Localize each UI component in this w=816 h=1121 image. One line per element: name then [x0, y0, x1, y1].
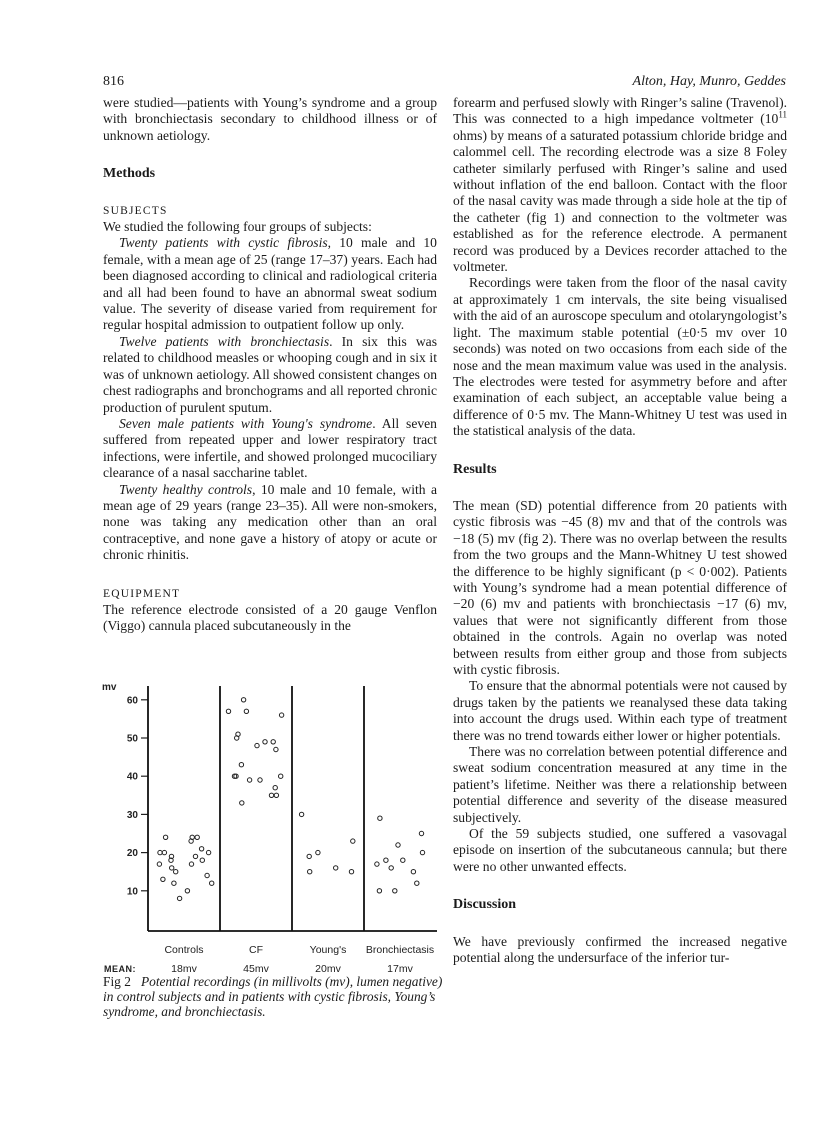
- running-head: Alton, Hay, Munro, Geddes: [632, 74, 786, 89]
- scatter-plot: [100, 672, 445, 972]
- data-point: [279, 713, 283, 717]
- discussion-heading: Discussion: [453, 897, 517, 913]
- data-point: [193, 854, 197, 858]
- subjects-lead: We studied the following four groups of subjects:: [103, 219, 372, 235]
- data-point: [375, 862, 379, 866]
- data-point: [419, 831, 423, 835]
- data-point: [161, 877, 165, 881]
- data-point: [226, 709, 230, 713]
- category-label: Young's: [309, 944, 347, 956]
- data-point: [172, 881, 176, 885]
- data-point: [396, 843, 400, 847]
- data-point: [269, 793, 273, 797]
- figure-caption: [103, 974, 443, 1019]
- page-number: 816: [103, 74, 124, 89]
- subjects-heading: SUBJECTS: [103, 204, 168, 217]
- data-point: [185, 889, 189, 893]
- young-text: . All seven suffered from repeated upper and lower respiratory tract infections, were infertile, and showed prolonged mucociliary clearance of a nasal saccharine tablet.: [103, 415, 437, 481]
- results-paragraph-4: Of the 59 subjects studied, one suffered a vasovagal episode on insertion of the subcutaneous cannula; but there were no other unwanted effects.: [453, 826, 787, 874]
- data-point: [247, 778, 251, 782]
- right-column: [453, 95, 787, 967]
- data-point: [279, 774, 283, 778]
- data-point: [240, 801, 244, 805]
- data-point: [177, 896, 181, 900]
- bronch-paragraph: [103, 334, 437, 416]
- discussion-paragraph-1: We have previously confirmed the increased negative potential along the undersurface of the inferior tur-: [453, 933, 787, 966]
- y-tick-label: 30: [126, 809, 138, 821]
- data-point: [244, 709, 248, 713]
- results-paragraph-3: There was no correlation between potential difference and sweat sodium concentration measured at any time in the patient’s lifetime. Neither was there a relationship between potential difference and severity of the disease measured subjectively.: [453, 744, 787, 825]
- data-point: [158, 850, 162, 854]
- data-point: [271, 740, 275, 744]
- data-point: [411, 870, 415, 874]
- y-axis-label: mv: [102, 682, 117, 693]
- results-paragraph-2: To ensure that the abnormal potentials were not caused by drugs taken by the patients we reanalysed these data taking into account the drugs used. Within each type of treatment there was no trend towards either lower or higher potentials.: [453, 678, 787, 743]
- controls-paragraph: [103, 482, 437, 564]
- figure-2-chart: [100, 672, 445, 972]
- data-point: [189, 862, 193, 866]
- data-point: [316, 850, 320, 854]
- data-point: [241, 698, 245, 702]
- controls-text: , 10 male and 10 female, with a mean age of 29 years (range 23–35). All were non-smokers, none was taking any medication other than an oral contraceptive, and none gave a history of atopy or acute or chronic rhinitis.: [103, 481, 437, 563]
- category-label: CF: [249, 944, 263, 956]
- data-point: [415, 881, 419, 885]
- data-point: [274, 747, 278, 751]
- data-point: [255, 743, 259, 747]
- y-tick-label: 10: [126, 886, 138, 898]
- intro-paragraph: were studied—patients with Young’s syndrome and a group with bronchiectasis secondary to childhood illness or of unknown aetiology.: [103, 95, 437, 143]
- data-point: [384, 858, 388, 862]
- cf-text: , 10 male and 10 female, with a mean age of 25 (range 17–37) years. Each had been diagnosed according to clinical and radiological criteria and all had been found to have an abnormal sweat sodium value. The severity of disease varied from requirement for regular hospital admission to outpatient follow up only.: [103, 235, 437, 333]
- category-label: Bronchiectasis: [365, 944, 435, 956]
- data-point: [377, 889, 381, 893]
- data-point: [170, 866, 174, 870]
- y-tick-label: 20: [126, 848, 138, 860]
- exponent: 11: [778, 109, 787, 120]
- left-column: [103, 95, 437, 635]
- data-point: [274, 793, 278, 797]
- young-paragraph: [103, 416, 437, 482]
- data-point: [205, 873, 209, 877]
- cf-title: Twenty patients with cystic fibrosis: [119, 235, 328, 251]
- bronch-title: Twelve patients with bronchiectasis: [119, 333, 330, 349]
- data-point: [308, 870, 312, 874]
- data-point: [401, 858, 405, 862]
- category-label: Controls: [164, 944, 204, 956]
- mean-value: 20mv: [315, 963, 341, 972]
- data-point: [299, 812, 303, 816]
- data-point: [195, 835, 199, 839]
- bronch-text: . In six this was related to childhood measles or whooping cough and in six it was of unknown aetiology. All showed consistent changes on chest radiographs and bronchograms and all reported chronic production of purulent sputum.: [103, 333, 437, 415]
- y-tick-label: 50: [126, 733, 138, 745]
- equipment-paragraph: The reference electrode consisted of a 20 gauge Venflon (Viggo) cannula placed subcutaneously in the: [103, 601, 437, 634]
- methods-heading: Methods: [103, 166, 156, 182]
- mean-label: MEAN:: [104, 964, 136, 972]
- controls-title: Twenty healthy controls: [119, 481, 253, 497]
- results-paragraph-1: The mean (SD) potential difference from 20 patients with cystic fibrosis was −45 (8) mv and that of the controls was −18 (5) mv (fig 2). There was no overlap between the results from the two groups and the Mann-Whitney U test showed the difference to be highly significant (p < 0·002). Patients with Young’s syndrome had a mean potential difference of −20 (6) mv and patients with bronchiectasis −17 (6) mv, values that were not significantly different from those obtained in the controls. Again no overlap was noted between results from either group and those from subjects with cystic fibrosis.: [453, 497, 787, 677]
- data-point: [163, 835, 167, 839]
- data-point: [307, 854, 311, 858]
- equipment-continued: [453, 95, 787, 275]
- data-point: [210, 881, 214, 885]
- data-point: [389, 866, 393, 870]
- data-point: [200, 858, 204, 862]
- recordings-paragraph: Recordings were taken from the floor of the nasal cavity at approximately 1 cm intervals, the site being visualised with the aid of an auroscope speculum and otolaryngologist’s light. The maximum stable potential (±0·5 mv over 10 seconds) was noted on two occasions from each side of the nose and the mean maximum value was used in the analysis. The electrodes were tested for asymmetry before and after examination of each subject, an acceptable value being a difference of 0·5 mv. The Mann-Whitney U test was used in the statistical analysis of the data.: [453, 275, 787, 439]
- equipment-text-2: ohms) by means of a saturated potassium chloride bridge and calommel cell. The recording electrode was a size 8 Foley catheter similarly perfused with Ringer’s saline and used without inflation of the end balloon. Contact with the floor of the nasal cavity was made through a side hole at the tip of the catheter (fig 1) and connection to the voltmeter was established as for the reference electrode. A permanent record was produced by a Devices recorder attached to the voltmeter.: [453, 127, 787, 275]
- mean-value: 17mv: [387, 963, 413, 972]
- data-point: [206, 850, 210, 854]
- y-tick-label: 60: [126, 695, 138, 707]
- data-point: [162, 850, 166, 854]
- cf-paragraph: [103, 235, 437, 333]
- figure-caption-text: Potential recordings (in millivolts (mv), lumen negative) in control subjects and in patients with cystic fibrosis, Young’s syndrome, and bronchiectasis.: [103, 974, 443, 1019]
- young-title: Seven male patients with Young's syndrome: [119, 415, 373, 431]
- data-point: [349, 870, 353, 874]
- equipment-text-1: forearm and perfused slowly with Ringer’s saline (Travenol). This was connected to a high impedance voltmeter (10: [453, 95, 787, 127]
- data-point: [174, 870, 178, 874]
- data-point: [199, 847, 203, 851]
- mean-value: 45mv: [243, 963, 269, 972]
- data-point: [239, 763, 243, 767]
- data-point: [263, 740, 267, 744]
- data-point: [334, 866, 338, 870]
- data-point: [393, 889, 397, 893]
- data-point: [420, 850, 424, 854]
- data-point: [157, 862, 161, 866]
- y-tick-label: 40: [126, 771, 138, 783]
- data-point: [258, 778, 262, 782]
- equipment-heading: EQUIPMENT: [103, 587, 181, 600]
- figure-label: Fig 2: [103, 974, 131, 989]
- results-heading: Results: [453, 461, 497, 477]
- mean-value: 18mv: [171, 963, 197, 972]
- data-point: [378, 816, 382, 820]
- data-point: [273, 786, 277, 790]
- data-point: [351, 839, 355, 843]
